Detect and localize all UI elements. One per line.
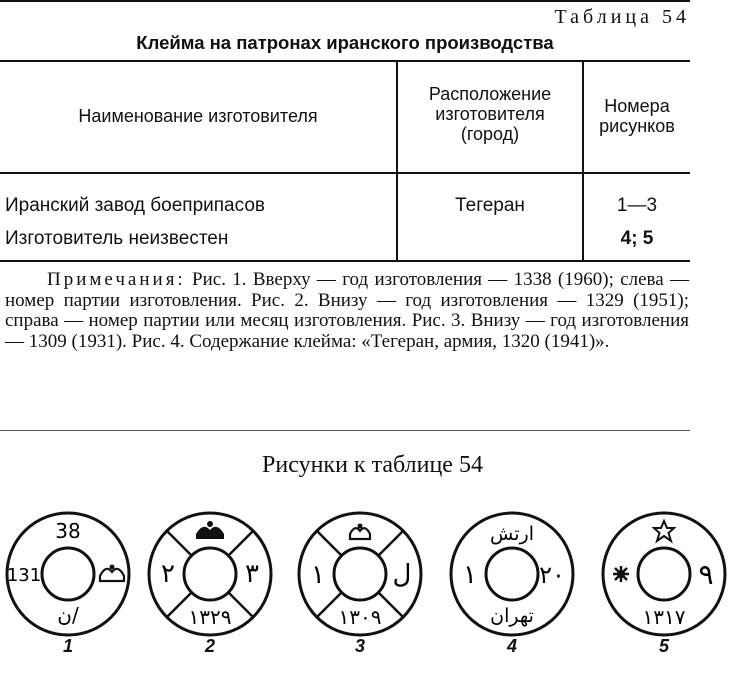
stamp-5-bottom: ١٣١٧	[642, 605, 686, 629]
header-figures-line: рисунков	[599, 116, 675, 136]
header-location	[398, 84, 582, 144]
figure-number-2: 2	[204, 636, 215, 656]
table-title: Клейма на патронах иранского производства	[136, 32, 554, 53]
table-number: Таблица 54	[554, 6, 690, 28]
stamp-2-bottom: ١٣٢٩	[188, 605, 232, 629]
header-location-line: Расположение	[428, 84, 552, 104]
figure-number-5: 5	[658, 636, 669, 656]
row-1-figures: 1—3	[616, 195, 658, 216]
figure-number-1: 1	[62, 636, 73, 656]
header-location-line: изготовителя	[435, 104, 545, 124]
stamp-4-left: ١	[463, 560, 477, 590]
stamp-3-bottom: ١٣٠٩	[338, 605, 382, 629]
stamp-1-left: 131	[6, 565, 42, 586]
table-bottom-rule	[0, 260, 690, 262]
stamp-figure-4	[448, 510, 576, 638]
stamp-5-right: ٩	[698, 558, 714, 591]
notes-text: Рис. 1. Вверху — год изготовления — 1338 (1960); слева — номер партии изготовления. Рис. 2. Внизу — год изготовления — 1329 (1951); справа — номер партии или месяц изготовления. Рис. 3. Внизу — год изготовления — 1309 (1931). Рис. 4. Содержание клейма: «Тегеран, армия, 1320 (1941)».	[5, 269, 690, 352]
notes-label: Примечания:	[47, 269, 186, 290]
stamp-4-top: ارتش	[490, 523, 534, 545]
stamp-3-left: ١	[311, 560, 325, 590]
crown-icon	[350, 524, 370, 540]
stamp-2-left: ٢	[161, 559, 175, 589]
stamp-figure-2	[146, 510, 274, 638]
header-figures	[584, 96, 690, 136]
row-2-figures: 4; 5	[620, 228, 654, 249]
header-top-rule	[0, 60, 690, 62]
header-maker: Наименование изготовителя	[78, 106, 318, 126]
figure-number-3: 3	[354, 636, 365, 656]
row-1-maker: Иранский завод боеприпасов	[5, 195, 265, 216]
row-2-maker: Изготовитель неизвестен	[5, 228, 229, 249]
stamp-4-right: ٢٠	[539, 561, 565, 589]
star-icon	[654, 521, 674, 541]
row-1-location: Тегеран	[455, 195, 525, 216]
figures-title: Рисунки к таблице 54	[262, 452, 483, 478]
crown-icon	[196, 521, 224, 539]
asterisk-icon	[613, 566, 629, 582]
section-divider	[0, 430, 690, 431]
notes-paragraph	[5, 270, 689, 352]
stamp-3-right: ل	[392, 560, 412, 590]
crown-icon	[100, 565, 124, 582]
stamp-figure-3	[296, 510, 424, 638]
header-location-line: (город)	[460, 124, 520, 144]
stamp-4-bottom: تهران	[490, 605, 534, 627]
header-figures-line: Номера	[604, 96, 670, 116]
stamp-2-right: ٣	[245, 559, 259, 589]
stamp-1-bottom: ن/	[57, 603, 79, 627]
stamp-1-top: 38	[55, 519, 81, 543]
stamp-figure-1	[4, 510, 132, 638]
figure-number-4: 4	[506, 636, 517, 656]
stamp-figure-5	[600, 510, 728, 638]
header-bottom-rule	[0, 172, 690, 174]
top-rule	[0, 0, 690, 2]
